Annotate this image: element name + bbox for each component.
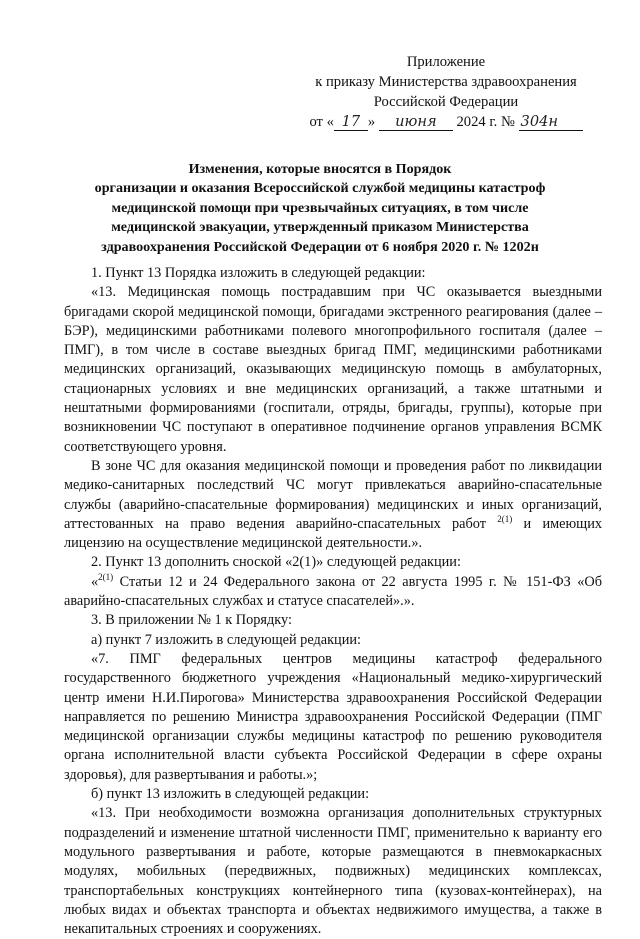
paragraph-3 [64,457,602,553]
document-body [64,264,602,939]
paragraph-6: 3. В приложении № 1 к Порядку: [91,612,292,629]
paragraph-4: 2. Пункт 13 дополнить сноской «2(1)» следующей редакции: [91,554,461,571]
paragraph-3-text: В зоне ЧС для оказания медицинской помощи и проведения работ по ликвидации медико-санитарных последствий ЧС могут привлекаться аварийно-спасательные службы (аварийно-спасательные формирования) медицинских и иных организаций, аттестованных на право ведения аварийно-спасательных работ [64,457,602,532]
paragraph-5-text: Статьи 12 и 24 Федерального закона от 22 августа 1995 г. № 151-ФЗ «Об аварийно-спасательных службах и статусе спасателей».». [64,573,602,610]
footnote-mark: 2(1) [98,571,114,582]
paragraph-8: «7. ПМГ федеральных центров медицины катастроф федерального государственного бюджетного учреждения «Национальный медико-хирургический центр имени Н.И.Пирогова» Министерства здравоохранения Российской Федерации направляется по решению Министра здравоохранения Российской Федерации (ПМГ медицинской организации службы медицины катастроф по решению руководителя органа исполнительной власти субъекта Российской Федерации в сфере охраны здоровья), для развертывания и работы.»; [64,650,602,783]
paragraph-3-end: и имеющих лицензию на осуществление медицинской деятельности.». [64,515,602,552]
title-line-5: здравоохранения Российской Федерации от 6 ноября 2020 г. № 1202н [101,238,539,255]
order-number-handwritten: 304н [519,114,583,131]
paragraph-5 [64,573,602,612]
order-month-handwritten: июня [379,114,453,131]
paragraph-1: 1. Пункт 13 Порядка изложить в следующей редакции: [91,265,426,281]
appendix-order-ref: к приказу Министерства здравоохранения [315,74,577,90]
order-prefix: от « [309,114,334,130]
title-line-1: Изменения, которые вносятся в Порядок [188,161,452,177]
appendix-header [296,52,596,132]
paragraph-9: б) пункт 13 изложить в следующей редакции: [91,786,370,803]
appendix-country: Российской Федерации [373,94,519,110]
footnote-ref: 2(1) [497,514,513,525]
order-quote-close: » [367,114,376,130]
title-line-2: организации и оказания Всероссийской службой медицины катастроф [94,180,546,197]
paragraph-2: «13. Медицинская помощь пострадавшим при ЧС оказывается выездными бригадами скорой медицинской помощи, бригадами экстренного реагирования (далее – БЭР), медицинскими работниками полевого многопрофильного госпиталя (далее – ПМГ), в том числе в составе выездных бригад ПМГ, медицинскими работниками медицинских организаций, оказывающих медицинскую помощь в амбулаторных, стационарных условиях и вне медицинских организаций, а также штатными и нештатными формированиями (госпитали, отряды, бригады, группы), которые при возникновении ЧС поступают в оперативное подчинение органов управления ВСМК соответствующего уровня. [64,284,602,455]
order-year-text: 2024 г. № [452,114,519,130]
paragraph-5-open: « [91,573,99,590]
paragraph-7: а) пункт 7 изложить в следующей редакции: [91,631,361,648]
title-line-4: медицинской эвакуации, утвержденный приказом Министерства [111,219,529,236]
title-line-3: медицинской помощи при чрезвычайных ситуациях, в том числе [111,199,529,216]
order-day-handwritten: 17 [334,114,368,131]
paragraph-10: «13. При необходимости возможна организация дополнительных структурных подразделений и изменение штатной численности ПМГ, применительно к варианту его модульного развертывания и работе, которые размещаются в пневмокаркасных модулях, мобильных (передвижных, подвижных) медицинских комплексах, транспортабельных конструкциях контейнерного типа (кузовах-контейнерах), на любых видах и объектах транспорта и объектах недвижимого имущества, а также в некапитальных строениях и сооружениях. [64,805,602,938]
order-date-number-line [296,112,596,132]
document-title [70,160,570,257]
appendix-label: Приложение [406,54,486,70]
